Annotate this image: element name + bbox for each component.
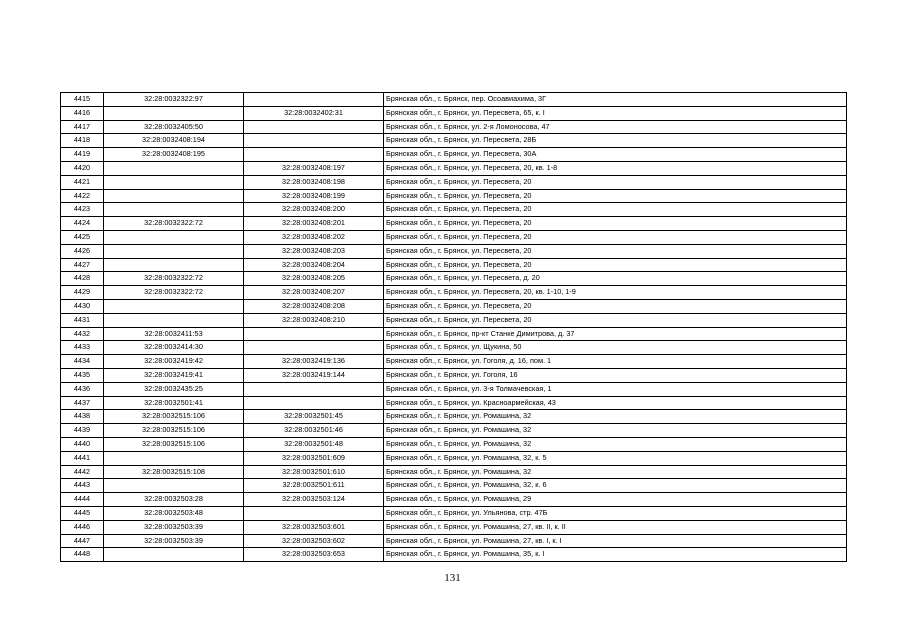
cadastral-number-b-cell: 32:28:0032408:201 bbox=[244, 217, 384, 231]
row-number-cell: 4429 bbox=[61, 286, 104, 300]
cadastral-number-b-cell: 32:28:0032408:204 bbox=[244, 258, 384, 272]
row-number-cell: 4433 bbox=[61, 341, 104, 355]
address-cell: Брянская обл., г. Брянск, ул. Пересвета, 28Б bbox=[384, 134, 847, 148]
row-number-cell: 4432 bbox=[61, 327, 104, 341]
cadastral-number-b-cell bbox=[244, 148, 384, 162]
table-row bbox=[61, 506, 847, 520]
address-cell: Брянская обл., г. Брянск, ул. Ромашина, 32 bbox=[384, 437, 847, 451]
cadastral-number-a-cell: 32:28:0032322:72 bbox=[104, 217, 244, 231]
table-row bbox=[61, 479, 847, 493]
cadastral-number-a-cell: 32:28:0032515:106 bbox=[104, 410, 244, 424]
address-cell: Брянская обл., г. Брянск, ул. Пересвета, 20 bbox=[384, 189, 847, 203]
table-row bbox=[61, 175, 847, 189]
table-row bbox=[61, 272, 847, 286]
cadastral-number-a-cell: 32:28:0032322:97 bbox=[104, 93, 244, 107]
cadastral-number-b-cell bbox=[244, 382, 384, 396]
row-number-cell: 4445 bbox=[61, 506, 104, 520]
row-number-cell: 4438 bbox=[61, 410, 104, 424]
table-row bbox=[61, 217, 847, 231]
cadastral-number-a-cell: 32:28:0032405:50 bbox=[104, 120, 244, 134]
table-row bbox=[61, 106, 847, 120]
address-cell: Брянская обл., г. Брянск, ул. Гоголя, д. 16, пом. 1 bbox=[384, 355, 847, 369]
cadastral-number-b-cell: 32:28:0032408:199 bbox=[244, 189, 384, 203]
cadastral-number-b-cell bbox=[244, 93, 384, 107]
row-number-cell: 4424 bbox=[61, 217, 104, 231]
table-row bbox=[61, 424, 847, 438]
cadastral-number-b-cell: 32:28:0032408:207 bbox=[244, 286, 384, 300]
cadastral-number-a-cell bbox=[104, 175, 244, 189]
address-cell: Брянская обл., г. Брянск, ул. Ромашина, 32 bbox=[384, 424, 847, 438]
cadastral-number-b-cell: 32:28:0032501:45 bbox=[244, 410, 384, 424]
table-row bbox=[61, 148, 847, 162]
row-number-cell: 4444 bbox=[61, 493, 104, 507]
cadastral-number-a-cell: 32:28:0032419:41 bbox=[104, 368, 244, 382]
cadastral-number-b-cell bbox=[244, 120, 384, 134]
address-cell: Брянская обл., г. Брянск, ул. Пересвета, 20 bbox=[384, 258, 847, 272]
address-cell: Брянская обл., г. Брянск, ул. Красноармейская, 43 bbox=[384, 396, 847, 410]
cadastral-number-a-cell bbox=[104, 230, 244, 244]
row-number-cell: 4434 bbox=[61, 355, 104, 369]
row-number-cell: 4443 bbox=[61, 479, 104, 493]
row-number-cell: 4422 bbox=[61, 189, 104, 203]
row-number-cell: 4448 bbox=[61, 548, 104, 562]
row-number-cell: 4446 bbox=[61, 520, 104, 534]
table-row bbox=[61, 437, 847, 451]
table-row bbox=[61, 203, 847, 217]
cadastral-number-a-cell: 32:28:0032503:48 bbox=[104, 506, 244, 520]
address-cell: Брянская обл., г. Брянск, ул. Пересвета, 20 bbox=[384, 299, 847, 313]
row-number-cell: 4439 bbox=[61, 424, 104, 438]
table-row bbox=[61, 189, 847, 203]
cadastral-number-a-cell: 32:28:0032503:28 bbox=[104, 493, 244, 507]
cadastral-number-a-cell bbox=[104, 479, 244, 493]
row-number-cell: 4427 bbox=[61, 258, 104, 272]
table-row bbox=[61, 120, 847, 134]
address-cell: Брянская обл., г. Брянск, ул. Ромашина, 32 bbox=[384, 465, 847, 479]
cadastral-number-b-cell bbox=[244, 134, 384, 148]
table-row bbox=[61, 355, 847, 369]
row-number-cell: 4426 bbox=[61, 244, 104, 258]
address-cell: Брянская обл., г. Брянск, ул. Гоголя, 16 bbox=[384, 368, 847, 382]
cadastral-number-a-cell bbox=[104, 106, 244, 120]
address-cell: Брянская обл., г. Брянск, ул. 2-я Ломоносова, 47 bbox=[384, 120, 847, 134]
table-row bbox=[61, 451, 847, 465]
cadastral-number-b-cell: 32:28:0032501:46 bbox=[244, 424, 384, 438]
address-cell: Брянская обл., г. Брянск, ул. Пересвета, 30А bbox=[384, 148, 847, 162]
row-number-cell: 4417 bbox=[61, 120, 104, 134]
table-row bbox=[61, 93, 847, 107]
table-row bbox=[61, 161, 847, 175]
cadastral-number-b-cell bbox=[244, 327, 384, 341]
cadastral-number-b-cell: 32:28:0032408:198 bbox=[244, 175, 384, 189]
row-number-cell: 4425 bbox=[61, 230, 104, 244]
cadastral-number-b-cell: 32:28:0032408:202 bbox=[244, 230, 384, 244]
row-number-cell: 4423 bbox=[61, 203, 104, 217]
row-number-cell: 4416 bbox=[61, 106, 104, 120]
cadastral-number-a-cell bbox=[104, 258, 244, 272]
address-cell: Брянская обл., г. Брянск, ул. Ромашина, 29 bbox=[384, 493, 847, 507]
table-row bbox=[61, 396, 847, 410]
cadastral-number-b-cell: 32:28:0032408:210 bbox=[244, 313, 384, 327]
cadastral-number-a-cell: 32:28:0032322:72 bbox=[104, 272, 244, 286]
table-row bbox=[61, 327, 847, 341]
address-cell: Брянская обл., г. Брянск, ул. Пересвета, 20 bbox=[384, 175, 847, 189]
row-number-cell: 4421 bbox=[61, 175, 104, 189]
cadastral-number-b-cell: 32:28:0032419:136 bbox=[244, 355, 384, 369]
cadastral-number-b-cell: 32:28:0032419:144 bbox=[244, 368, 384, 382]
cadastral-number-a-cell: 32:28:0032408:195 bbox=[104, 148, 244, 162]
cadastral-number-a-cell bbox=[104, 548, 244, 562]
table-row bbox=[61, 134, 847, 148]
row-number-cell: 4415 bbox=[61, 93, 104, 107]
address-cell: Брянская обл., г. Брянск, ул. Ромашина, 35, к. I bbox=[384, 548, 847, 562]
cadastral-number-a-cell bbox=[104, 244, 244, 258]
cadastral-number-b-cell: 32:28:0032408:203 bbox=[244, 244, 384, 258]
table-row bbox=[61, 299, 847, 313]
cadastral-number-b-cell: 32:28:0032503:602 bbox=[244, 534, 384, 548]
cadastral-number-a-cell bbox=[104, 313, 244, 327]
cadastral-number-a-cell bbox=[104, 299, 244, 313]
row-number-cell: 4437 bbox=[61, 396, 104, 410]
table-body bbox=[61, 93, 847, 562]
cadastral-number-b-cell: 32:28:0032501:609 bbox=[244, 451, 384, 465]
page-number: 131 bbox=[444, 572, 461, 584]
address-cell: Брянская обл., г. Брянск, ул. Пересвета, д. 20 bbox=[384, 272, 847, 286]
row-number-cell: 4430 bbox=[61, 299, 104, 313]
row-number-cell: 4440 bbox=[61, 437, 104, 451]
address-cell: Брянская обл., г. Брянск, ул. Ульянова, стр. 47Б bbox=[384, 506, 847, 520]
address-cell: Брянская обл., г. Брянск, ул. Пересвета, 20 bbox=[384, 217, 847, 231]
row-number-cell: 4420 bbox=[61, 161, 104, 175]
address-cell: Брянская обл., г. Брянск, пер. Осоавиахима, 3Г bbox=[384, 93, 847, 107]
row-number-cell: 4428 bbox=[61, 272, 104, 286]
cadastral-number-a-cell bbox=[104, 161, 244, 175]
table-row bbox=[61, 465, 847, 479]
cadastral-number-b-cell: 32:28:0032408:197 bbox=[244, 161, 384, 175]
cadastral-number-b-cell bbox=[244, 341, 384, 355]
address-cell: Брянская обл., г. Брянск, ул. Пересвета, 20 bbox=[384, 244, 847, 258]
row-number-cell: 4436 bbox=[61, 382, 104, 396]
address-cell: Брянская обл., г. Брянск, ул. Ромашина, 32, к. 6 bbox=[384, 479, 847, 493]
cadastral-number-a-cell: 32:28:0032503:39 bbox=[104, 520, 244, 534]
table-row bbox=[61, 382, 847, 396]
address-cell: Брянская обл., г. Брянск, ул. Пересвета, 65, к. I bbox=[384, 106, 847, 120]
cadastral-number-a-cell bbox=[104, 451, 244, 465]
address-cell: Брянская обл., г. Брянск, ул. Пересвета, 20 bbox=[384, 313, 847, 327]
cadastral-number-b-cell: 32:28:0032501:611 bbox=[244, 479, 384, 493]
cadastral-table bbox=[60, 92, 847, 562]
cadastral-number-b-cell: 32:28:0032402:31 bbox=[244, 106, 384, 120]
row-number-cell: 4442 bbox=[61, 465, 104, 479]
cadastral-number-a-cell: 32:28:0032419:42 bbox=[104, 355, 244, 369]
cadastral-number-a-cell: 32:28:0032515:106 bbox=[104, 424, 244, 438]
cadastral-number-a-cell: 32:28:0032503:39 bbox=[104, 534, 244, 548]
address-cell: Брянская обл., г. Брянск, ул. Ромашина, 27, кв. I, к. I bbox=[384, 534, 847, 548]
table-row bbox=[61, 341, 847, 355]
cadastral-number-b-cell: 32:28:0032503:124 bbox=[244, 493, 384, 507]
cadastral-number-b-cell: 32:28:0032501:48 bbox=[244, 437, 384, 451]
cadastral-number-b-cell: 32:28:0032408:208 bbox=[244, 299, 384, 313]
cadastral-number-a-cell: 32:28:0032408:194 bbox=[104, 134, 244, 148]
row-number-cell: 4418 bbox=[61, 134, 104, 148]
address-cell: Брянская обл., г. Брянск, ул. Щукина, 50 bbox=[384, 341, 847, 355]
table-row bbox=[61, 230, 847, 244]
address-cell: Брянская обл., г. Брянск, ул. Пересвета, 20 bbox=[384, 203, 847, 217]
cadastral-number-a-cell: 32:28:0032435:25 bbox=[104, 382, 244, 396]
cadastral-number-b-cell: 32:28:0032501:610 bbox=[244, 465, 384, 479]
table-row bbox=[61, 493, 847, 507]
row-number-cell: 4447 bbox=[61, 534, 104, 548]
table-row bbox=[61, 258, 847, 272]
cadastral-number-b-cell: 32:28:0032503:653 bbox=[244, 548, 384, 562]
table-row bbox=[61, 313, 847, 327]
address-cell: Брянская обл., г. Брянск, ул. Ромашина, 32, к. 5 bbox=[384, 451, 847, 465]
table-row bbox=[61, 534, 847, 548]
table-row bbox=[61, 548, 847, 562]
cadastral-number-a-cell bbox=[104, 203, 244, 217]
table-row bbox=[61, 520, 847, 534]
cadastral-number-a-cell: 32:28:0032515:108 bbox=[104, 465, 244, 479]
cadastral-number-a-cell bbox=[104, 189, 244, 203]
cadastral-number-a-cell: 32:28:0032414:30 bbox=[104, 341, 244, 355]
row-number-cell: 4435 bbox=[61, 368, 104, 382]
address-cell: Брянская обл., г. Брянск, пр-кт Станке Димитрова, д. 37 bbox=[384, 327, 847, 341]
cadastral-number-b-cell: 32:28:0032408:205 bbox=[244, 272, 384, 286]
table-row bbox=[61, 244, 847, 258]
address-cell: Брянская обл., г. Брянск, ул. 3-я Толмачевская, 1 bbox=[384, 382, 847, 396]
table-row bbox=[61, 368, 847, 382]
address-cell: Брянская обл., г. Брянск, ул. Ромашина, 32 bbox=[384, 410, 847, 424]
row-number-cell: 4419 bbox=[61, 148, 104, 162]
cadastral-number-b-cell bbox=[244, 506, 384, 520]
address-cell: Брянская обл., г. Брянск, ул. Пересвета, 20, кв. 1-10, 1-9 bbox=[384, 286, 847, 300]
table-row bbox=[61, 286, 847, 300]
cadastral-number-a-cell: 32:28:0032411:53 bbox=[104, 327, 244, 341]
cadastral-number-a-cell: 32:28:0032515:106 bbox=[104, 437, 244, 451]
table-row bbox=[61, 410, 847, 424]
address-cell: Брянская обл., г. Брянск, ул. Ромашина, 27, кв. II, к. II bbox=[384, 520, 847, 534]
row-number-cell: 4441 bbox=[61, 451, 104, 465]
address-cell: Брянская обл., г. Брянск, ул. Пересвета, 20, кв. 1-8 bbox=[384, 161, 847, 175]
cadastral-number-b-cell bbox=[244, 396, 384, 410]
cadastral-number-b-cell: 32:28:0032408:200 bbox=[244, 203, 384, 217]
cadastral-number-a-cell: 32:28:0032322:72 bbox=[104, 286, 244, 300]
address-cell: Брянская обл., г. Брянск, ул. Пересвета, 20 bbox=[384, 230, 847, 244]
row-number-cell: 4431 bbox=[61, 313, 104, 327]
cadastral-number-b-cell: 32:28:0032503:601 bbox=[244, 520, 384, 534]
cadastral-number-a-cell: 32:28:0032501:41 bbox=[104, 396, 244, 410]
